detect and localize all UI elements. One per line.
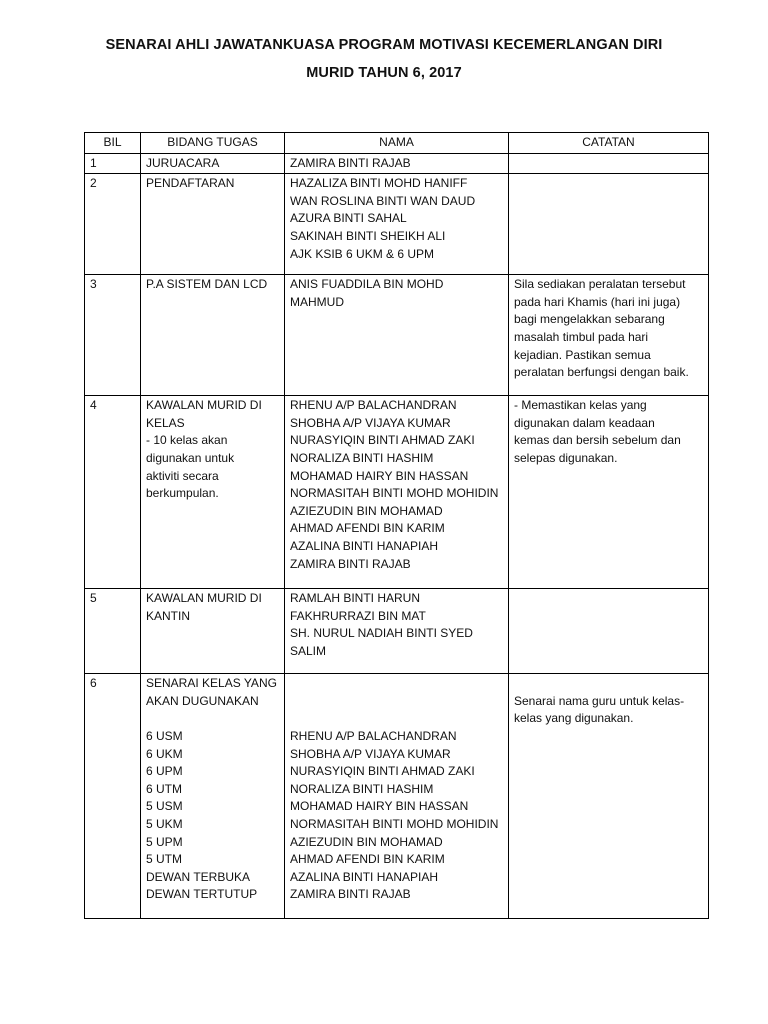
header-bidang-tugas: BIDANG TUGAS — [141, 133, 285, 154]
table-row — [85, 589, 709, 674]
header-nama: NAMA — [285, 133, 509, 154]
bidang-tugas-line: aktiviti secara — [146, 468, 219, 483]
cell-bidang-tugas — [141, 674, 285, 919]
nama-line: SALIM — [290, 643, 327, 658]
cell-catatan — [509, 275, 709, 396]
cell-catatan — [509, 589, 709, 674]
cell-bidang-tugas — [141, 275, 285, 396]
row-number: 1 — [90, 155, 97, 170]
nama-line: WAN ROSLINA BINTI WAN DAUD — [290, 193, 476, 208]
nama-line: AZALINA BINTI HANAPIAH — [290, 869, 439, 884]
nama-line: NORMASITAH BINTI MOHD MOHIDIN — [290, 816, 499, 831]
row-number: 3 — [90, 277, 97, 292]
cell-bidang-tugas — [141, 589, 285, 674]
bidang-tugas-line: 5 UKM — [146, 816, 183, 831]
table-row — [85, 153, 709, 174]
bidang-tugas-line: KELAS — [146, 415, 185, 430]
bidang-tugas-line: DEWAN TERBUKA — [146, 869, 251, 884]
nama-line: HAZALIZA BINTI MOHD HANIFF — [290, 176, 468, 191]
table-row — [85, 674, 709, 919]
bidang-tugas-line: digunakan untuk — [146, 450, 235, 465]
row-number: 5 — [90, 591, 97, 606]
bidang-tugas-line: SENARAI KELAS YANG — [146, 676, 277, 691]
row-number: 6 — [90, 676, 97, 691]
cell-bil — [85, 589, 141, 674]
cell-nama — [285, 589, 509, 674]
catatan-line: digunakan dalam keadaan — [514, 415, 655, 430]
catatan-line: bagi mengelakkan sebarang — [514, 312, 665, 327]
nama-line: RAMLAH BINTI HARUN — [290, 591, 421, 606]
nama-line: AZIEZUDIN BIN MOHAMAD — [290, 503, 443, 518]
cell-nama — [285, 674, 509, 919]
cell-bil — [85, 153, 141, 174]
cell-bil — [85, 275, 141, 396]
nama-line — [290, 710, 503, 728]
bidang-tugas-line: KANTIN — [146, 608, 191, 623]
cell-bil — [85, 674, 141, 919]
committee-table — [84, 132, 709, 919]
table-row — [85, 396, 709, 589]
catatan-line: selepas digunakan. — [514, 450, 618, 465]
nama-line: NORALIZA BINTI HASHIM — [290, 450, 434, 465]
bidang-tugas-line: PENDAFTARAN — [146, 176, 235, 191]
cell-bil — [85, 396, 141, 589]
cell-bidang-tugas — [141, 174, 285, 275]
catatan-line: Sila sediakan peralatan tersebut — [514, 277, 686, 292]
catatan-line: Senarai nama guru untuk kelas- — [514, 693, 685, 708]
nama-line: RHENU A/P BALACHANDRAN — [290, 398, 457, 413]
bidang-tugas-line: DEWAN TERTUTUP — [146, 887, 258, 902]
nama-line: MOHAMAD HAIRY BIN HASSAN — [290, 799, 469, 814]
nama-line: NURASYIQIN BINTI AHMAD ZAKI — [290, 764, 475, 779]
bidang-tugas-line: 5 UPM — [146, 834, 183, 849]
nama-line: ZAMIRA BINTI RAJAB — [290, 155, 411, 170]
document-title-line-1: SENARAI AHLI JAWATANKUASA PROGRAM MOTIVASI KECEMERLANGAN DIRI — [105, 37, 663, 53]
nama-line — [290, 675, 503, 693]
bidang-tugas-line: 6 USM — [146, 728, 183, 743]
nama-line — [290, 693, 503, 711]
catatan-line: masalah timbul pada hari — [514, 329, 649, 344]
nama-line: ZAMIRA BINTI RAJAB — [290, 887, 411, 902]
bidang-tugas-line: JURUACARA — [146, 155, 220, 170]
catatan-line: kejadian. Pastikan semua — [514, 347, 651, 362]
nama-line: NURASYIQIN BINTI AHMAD ZAKI — [290, 433, 475, 448]
nama-line: AHMAD AFENDI BIN KARIM — [290, 852, 445, 867]
nama-line: AZURA BINTI SAHAL — [290, 211, 407, 226]
row-number: 4 — [90, 398, 97, 413]
header-catatan: CATATAN — [509, 133, 709, 154]
bidang-tugas-line: KAWALAN MURID DI — [146, 591, 262, 606]
nama-line: AJK KSIB 6 UKM & 6 UPM — [290, 246, 435, 261]
cell-catatan — [509, 174, 709, 275]
cell-catatan — [509, 396, 709, 589]
bidang-tugas-line: AKAN DUGUNAKAN — [146, 693, 259, 708]
cell-bil — [85, 174, 141, 275]
nama-line: FAKHRURRAZI BIN MAT — [290, 608, 426, 623]
nama-line: ANIS FUADDILA BIN MOHD — [290, 277, 444, 292]
cell-catatan — [509, 674, 709, 919]
bidang-tugas-line: 6 UPM — [146, 764, 183, 779]
table-header-row — [85, 133, 709, 154]
bidang-tugas-line: berkumpulan. — [146, 486, 219, 501]
bidang-tugas-line: KAWALAN MURID DI — [146, 398, 262, 413]
header-bil: BIL — [85, 133, 141, 154]
catatan-line: kelas yang digunakan. — [514, 711, 634, 726]
row-number: 2 — [90, 176, 97, 191]
nama-line: SHOBHA A/P VIJAYA KUMAR — [290, 415, 451, 430]
bidang-tugas-line: - 10 kelas akan — [146, 433, 228, 448]
cell-nama — [285, 275, 509, 396]
nama-line: ZAMIRA BINTI RAJAB — [290, 556, 411, 571]
document-title-line-2: MURID TAHUN 6, 2017 — [306, 65, 462, 81]
catatan-line: pada hari Khamis (hari ini juga) — [514, 294, 681, 309]
catatan-line: kemas dan bersih sebelum dan — [514, 433, 681, 448]
nama-line: SAKINAH BINTI SHEIKH ALI — [290, 228, 446, 243]
table-row — [85, 275, 709, 396]
cell-bidang-tugas — [141, 396, 285, 589]
nama-line: NORALIZA BINTI HASHIM — [290, 781, 434, 796]
nama-line: SH. NURUL NADIAH BINTI SYED — [290, 626, 473, 641]
catatan-line — [514, 675, 703, 693]
nama-line: AZIEZUDIN BIN MOHAMAD — [290, 834, 443, 849]
bidang-tugas-line: 5 UTM — [146, 852, 182, 867]
cell-nama — [285, 174, 509, 275]
nama-line: SHOBHA A/P VIJAYA KUMAR — [290, 746, 451, 761]
bidang-tugas-line: P.A SISTEM DAN LCD — [146, 277, 268, 292]
nama-line: AHMAD AFENDI BIN KARIM — [290, 521, 445, 536]
bidang-tugas-line: 6 UTM — [146, 781, 182, 796]
nama-line: MOHAMAD HAIRY BIN HASSAN — [290, 468, 469, 483]
nama-line: MAHMUD — [290, 294, 344, 309]
bidang-tugas-line: 5 USM — [146, 799, 183, 814]
nama-line: NORMASITAH BINTI MOHD MOHIDIN — [290, 486, 499, 501]
bidang-tugas-line: 6 UKM — [146, 746, 183, 761]
cell-nama — [285, 396, 509, 589]
catatan-line: - Memastikan kelas yang — [514, 398, 647, 413]
nama-line: RHENU A/P BALACHANDRAN — [290, 728, 457, 743]
nama-line: AZALINA BINTI HANAPIAH — [290, 538, 439, 553]
cell-nama — [285, 153, 509, 174]
cell-catatan — [509, 153, 709, 174]
catatan-line: peralatan berfungsi dengan baik. — [514, 365, 689, 380]
bidang-tugas-line — [146, 710, 279, 728]
table-row — [85, 174, 709, 275]
cell-bidang-tugas — [141, 153, 285, 174]
